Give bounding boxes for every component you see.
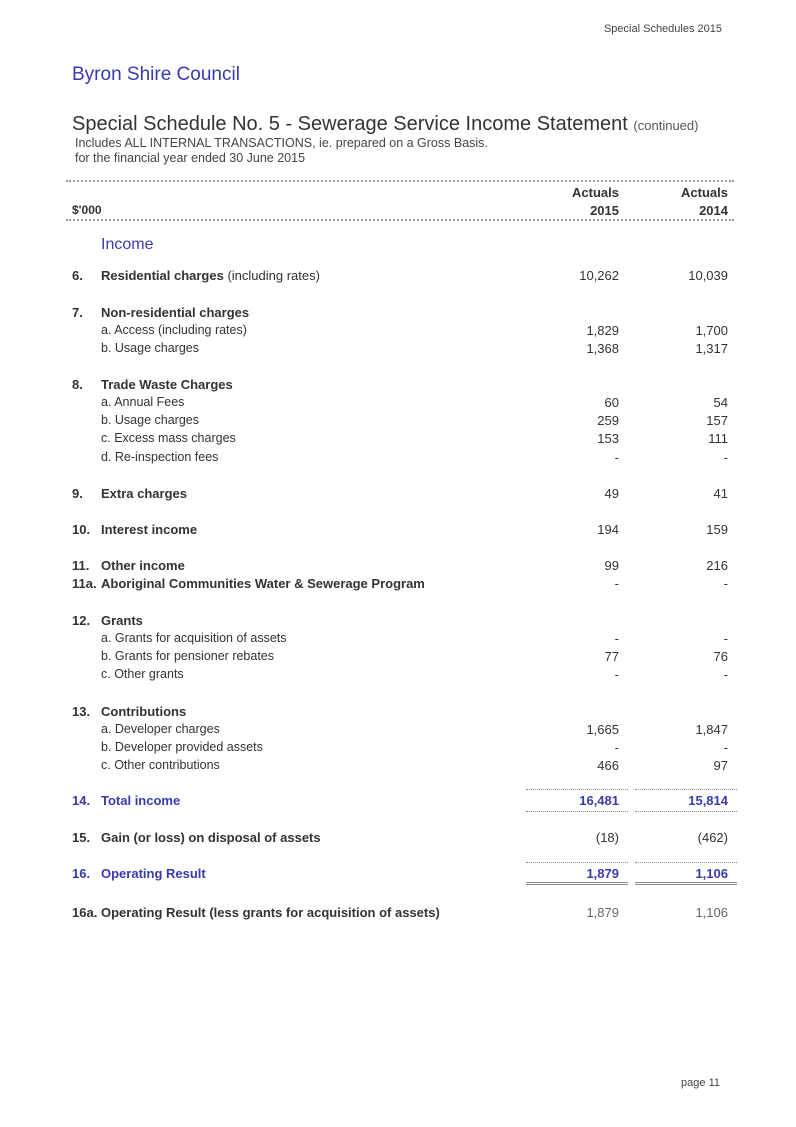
row-11-2014: 216 [706, 558, 728, 573]
subtitle-line-1: Includes ALL INTERNAL TRANSACTIONS, ie. prepared on a Gross Basis. [75, 136, 488, 150]
row-12c-2014: - [723, 667, 728, 682]
row-12b-label: b. Grants for pensioner rebates [101, 649, 275, 663]
row-12c-2015: - [614, 667, 619, 682]
col-2014-heading: Actuals [681, 185, 728, 200]
title-main: Special Schedule No. 5 - Sewerage Service Income Statement [72, 113, 628, 135]
row-12b-2014: 76 [713, 649, 728, 664]
row-15-2015: (18) [595, 830, 619, 845]
row-13b-2014: - [723, 740, 728, 755]
row-8b-2014: 157 [706, 413, 728, 428]
row-8c-2015: 153 [597, 431, 619, 446]
row-15-2014: (462) [697, 830, 728, 845]
row-7a-2015: 1,829 [586, 323, 619, 338]
row-13a-label: a. Developer charges [101, 722, 220, 736]
row-8a-2014: 54 [713, 395, 728, 410]
row-16-label: Operating Result [101, 866, 206, 881]
row-10-label: Interest income [101, 522, 198, 537]
row-10-2014: 159 [706, 522, 728, 537]
row-13b-2015: - [614, 740, 619, 755]
row-16-2014: 1,106 [695, 866, 728, 881]
row-10-number: 10. [72, 522, 91, 537]
total-income-topline-2015 [526, 789, 628, 790]
row-11a-2014: - [723, 576, 728, 591]
row-16a-label: Operating Result (less grants for acquisition of assets) [101, 905, 440, 920]
row-7-number: 7. [72, 305, 83, 320]
row-14-2014: 15,814 [688, 793, 728, 808]
row-6-note: (including rates) [227, 268, 320, 283]
row-6-2015: 10,262 [579, 268, 619, 283]
row-13c-2014: 97 [713, 758, 728, 773]
row-13-number: 13. [72, 704, 91, 719]
row-7b-label: b. Usage charges [101, 341, 199, 355]
row-13c-label: c. Other contributions [101, 758, 220, 772]
row-11-2015: 99 [604, 558, 619, 573]
col-2015-heading: Actuals [572, 185, 619, 200]
row-8d-2014: - [723, 450, 728, 465]
row-7b-2014: 1,317 [695, 341, 728, 356]
row-9-2015: 49 [604, 486, 619, 501]
row-16-2015: 1,879 [586, 866, 619, 881]
row-12c-label: c. Other grants [101, 667, 184, 681]
table-header-rule [66, 219, 734, 221]
table-top-rule [66, 180, 734, 182]
row-16a-number: 16a. [72, 905, 98, 920]
row-7a-label: a. Access (including rates) [101, 323, 247, 337]
row-16a-2014: 1,106 [695, 905, 728, 920]
row-11a-2015: - [614, 576, 619, 591]
section-heading-income: Income [101, 236, 154, 253]
title-continued: (continued) [633, 118, 699, 133]
row-8-label: Trade Waste Charges [101, 377, 233, 392]
total-income-underline-2014 [635, 811, 737, 812]
total-income-topline-2014 [635, 789, 737, 790]
row-12-number: 12. [72, 613, 91, 628]
row-8a-label: a. Annual Fees [101, 395, 185, 409]
row-6-number: 6. [72, 268, 83, 283]
page-title [72, 113, 698, 136]
op-result-double-underline-2014 [635, 882, 737, 885]
row-13a-2014: 1,847 [695, 722, 728, 737]
subtitle-line-2: for the financial year ended 30 June 2015 [75, 151, 306, 165]
row-11a-number: 11a. [72, 576, 97, 591]
row-8d-label: d. Re-inspection fees [101, 450, 219, 464]
page-header: Special Schedules 2015 [603, 23, 722, 35]
row-9-2014: 41 [713, 486, 728, 501]
row-14-2015: 16,481 [579, 793, 619, 808]
row-13a-2015: 1,665 [586, 722, 619, 737]
row-12-label: Grants [101, 613, 143, 628]
row-8d-2015: - [614, 450, 619, 465]
row-16-number: 16. [72, 866, 91, 881]
row-13-label: Contributions [101, 704, 187, 719]
col-2014-year: 2014 [699, 203, 728, 218]
row-12a-2014: - [723, 631, 728, 646]
page-number: page 11 [681, 1077, 720, 1089]
col-2015-year: 2015 [590, 203, 619, 218]
total-income-underline-2015 [526, 811, 628, 812]
row-7b-2015: 1,368 [586, 341, 619, 356]
row-6-title: Residential charges [101, 268, 224, 283]
row-8b-label: b. Usage charges [101, 413, 199, 427]
row-7-label: Non-residential charges [101, 305, 250, 320]
row-7a-2014: 1,700 [695, 323, 728, 338]
row-14-number: 14. [72, 793, 91, 808]
row-11-number: 11. [72, 558, 90, 573]
row-13c-2015: 466 [597, 758, 619, 773]
row-12b-2015: 77 [604, 649, 619, 664]
op-result-double-underline-2015 [526, 882, 628, 885]
row-9-label: Extra charges [101, 486, 187, 501]
row-10-2015: 194 [597, 522, 619, 537]
row-12a-2015: - [614, 631, 619, 646]
row-6-label [101, 268, 320, 283]
row-6-2014: 10,039 [688, 268, 728, 283]
council-name: Byron Shire Council [72, 64, 240, 85]
row-8c-label: c. Excess mass charges [101, 431, 236, 445]
row-8b-2015: 259 [597, 413, 619, 428]
op-result-topline-2014 [635, 862, 737, 863]
row-11a-label: Aboriginal Communities Water & Sewerage Program [101, 576, 425, 591]
row-12a-label: a. Grants for acquisition of assets [101, 631, 287, 645]
row-16a-2015: 1,879 [586, 905, 619, 920]
row-8a-2015: 60 [604, 395, 619, 410]
unit-label: $'000 [72, 203, 102, 217]
row-15-label: Gain (or loss) on disposal of assets [101, 830, 321, 845]
row-13b-label: b. Developer provided assets [101, 740, 263, 754]
row-8c-2014: 111 [708, 431, 728, 446]
row-8-number: 8. [72, 377, 83, 392]
row-9-number: 9. [72, 486, 83, 501]
row-11-label: Other income [101, 558, 185, 573]
row-15-number: 15. [72, 830, 91, 845]
row-14-label: Total income [101, 793, 181, 808]
op-result-topline-2015 [526, 862, 628, 863]
